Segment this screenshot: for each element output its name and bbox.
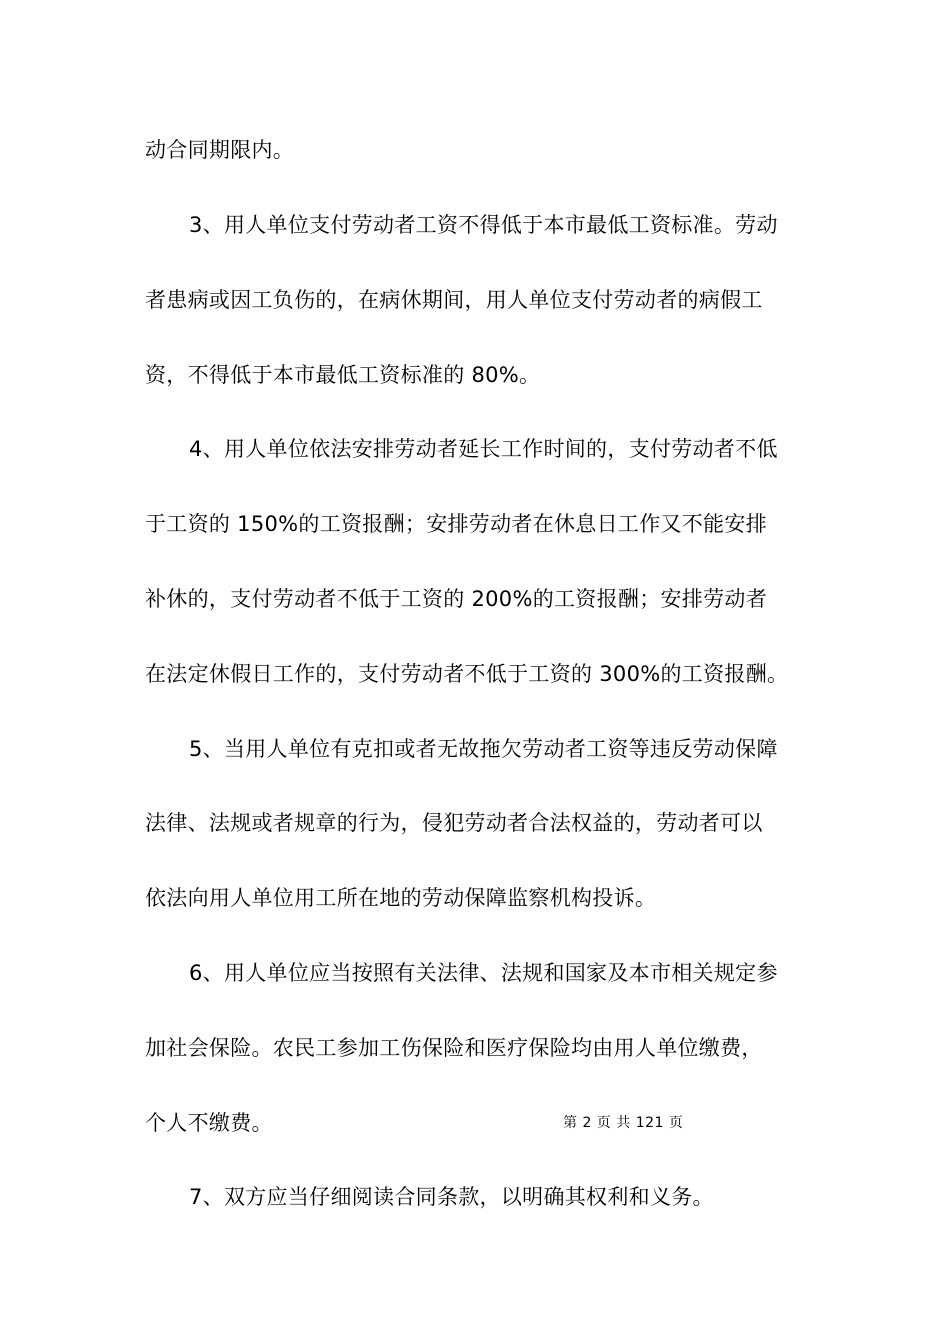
text-line: 动合同期限内。 — [145, 138, 295, 162]
text-line: 法律、法规或者规章的行为，侵犯劳动者合法权益的，劳动者可以 — [145, 811, 763, 835]
page-number-footer: 第 2 页 共 121 页 — [563, 1115, 684, 1131]
text-line: 依法向用人单位用工所在地的劳动保障监察机构投诉。 — [145, 886, 657, 910]
text-line: 资，不得低于本市最低工资标准的 80%。 — [145, 363, 541, 387]
text-line: 补休的，支付劳动者不低于工资的 200%的工资报酬；安排劳动者 — [145, 587, 768, 611]
paragraph-line: 3、用人单位支付劳动者工资不得低于本市最低工资标准。劳动 — [189, 213, 778, 237]
text-line: 加社会保险。农民工参加工伤保险和医疗保险均由用人单位缴费， — [145, 1036, 763, 1060]
text-line: 个人不缴费。 — [145, 1111, 273, 1135]
text-line: 者患病或因工负伤的，在病休期间，用人单位支付劳动者的病假工 — [145, 288, 763, 312]
paragraph-line: 7、双方应当仔细阅读合同条款，以明确其权利和义务。 — [189, 1185, 714, 1209]
text-line: 在法定休假日工作的，支付劳动者不低于工资的 300%的工资报酬。 — [145, 662, 789, 686]
paragraph-line: 5、当用人单位有克扣或者无故拖欠劳动者工资等违反劳动保障 — [189, 737, 778, 761]
paragraph-line: 4、用人单位依法安排劳动者延长工作时间的，支付劳动者不低 — [189, 437, 778, 461]
text-line: 于工资的 150%的工资报酬；安排劳动者在休息日工作又不能安排 — [145, 512, 768, 536]
paragraph-line: 6、用人单位应当按照有关法律、法规和国家及本市相关规定参 — [189, 961, 778, 985]
